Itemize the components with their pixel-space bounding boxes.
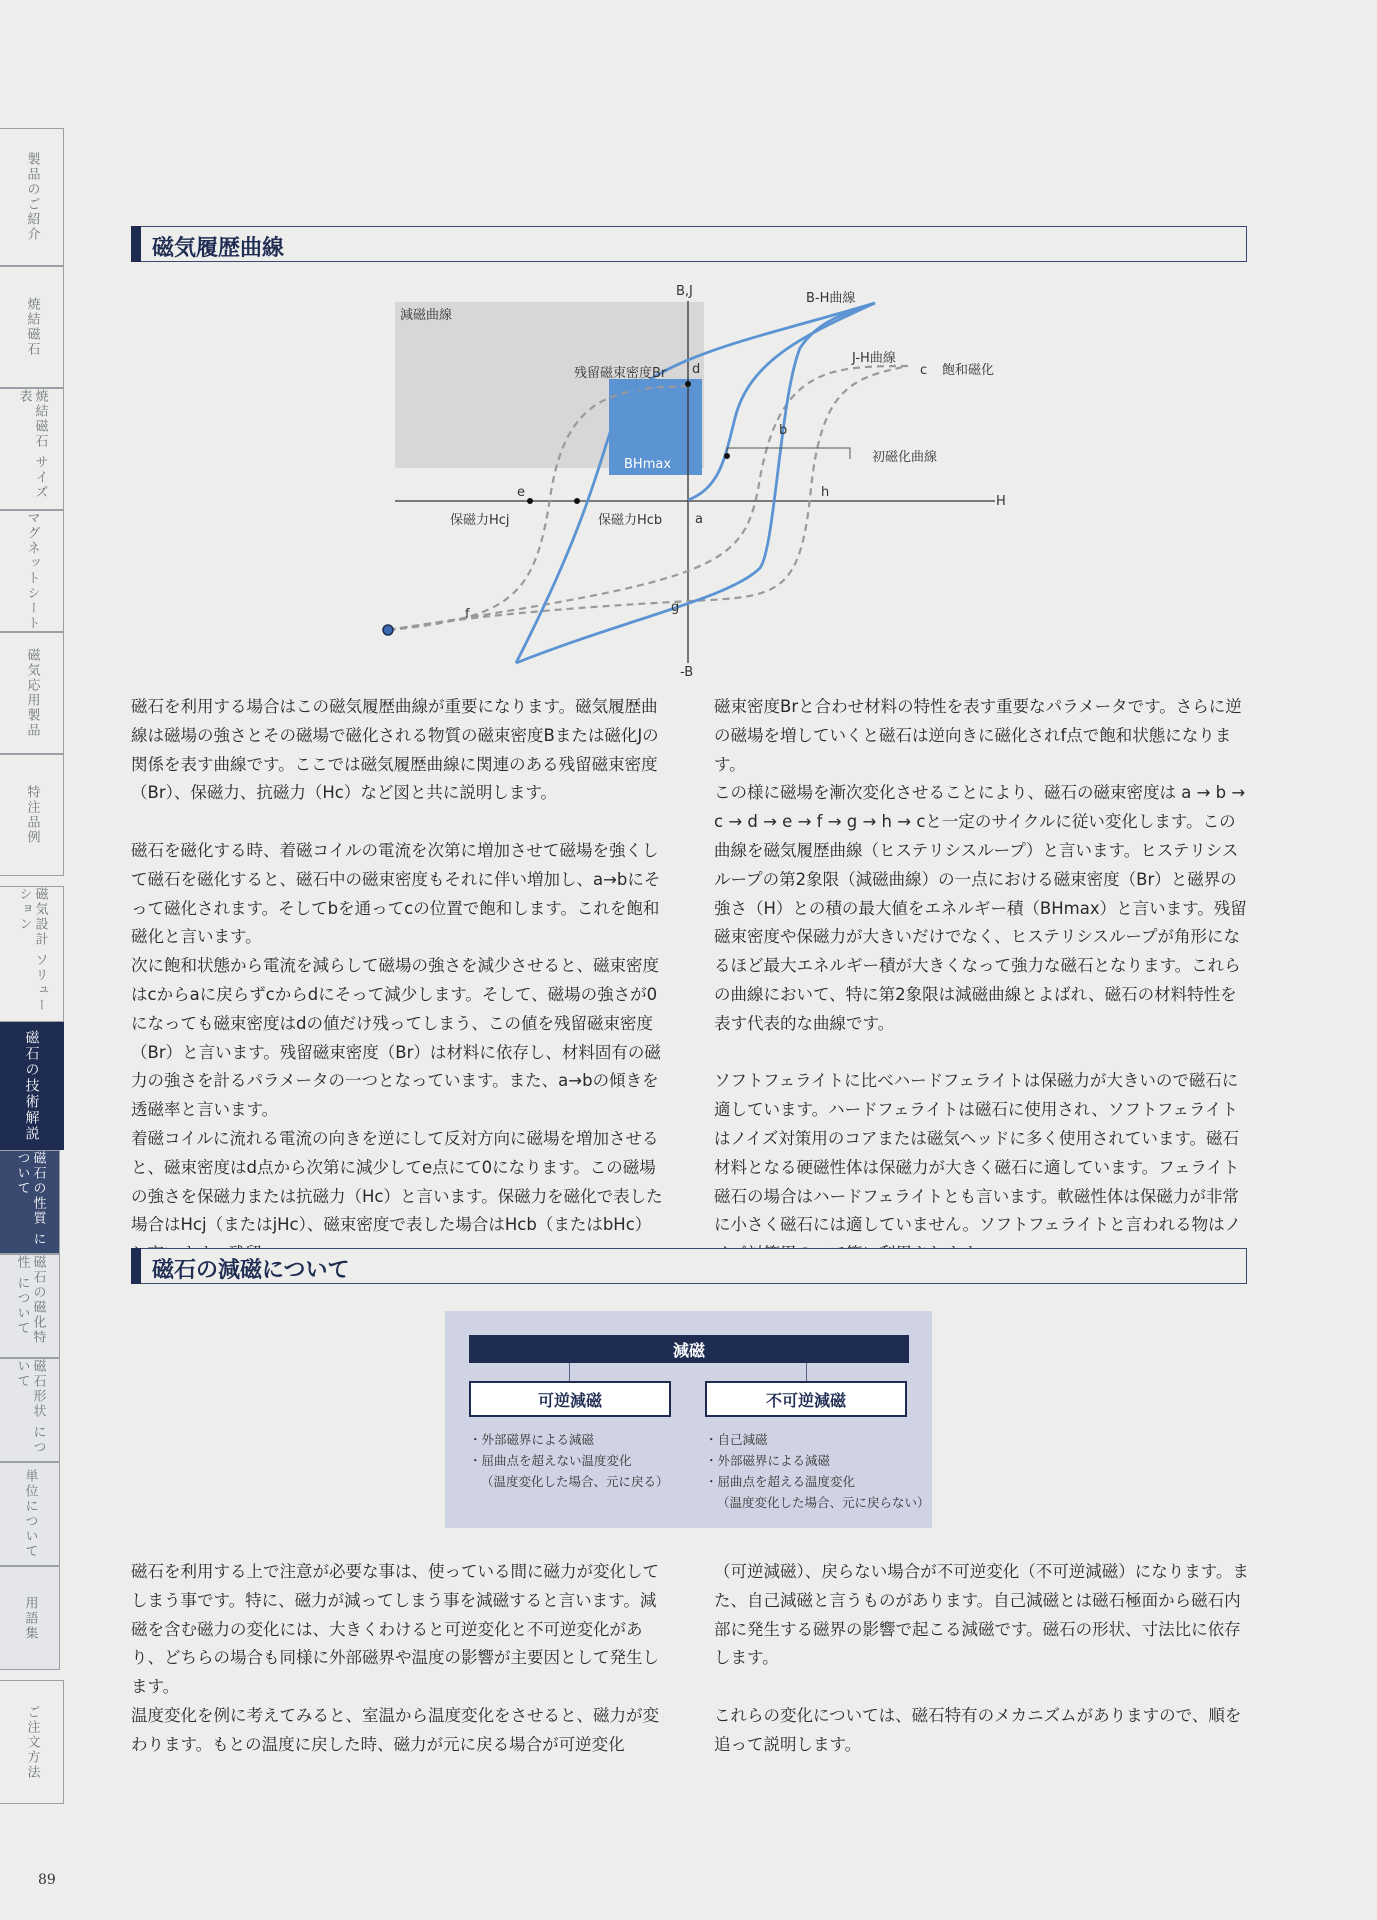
paragraph: これらの変化については、磁石特有のメカニズムがありますので、順を追って説明します。 [714, 1705, 1242, 1754]
point-d-label: d [692, 362, 701, 377]
tab-label: 焼結磁石 [24, 297, 40, 357]
tab-applied-products[interactable] [0, 632, 64, 754]
list-item: ・自己減磁 [705, 1432, 768, 1447]
paragraph: 磁石を利用する場合はこの磁気履歴曲線が重要になります。磁気履歴曲線は磁場の強さとその磁場で磁化される物質の磁束密度Bまたは磁化Jの関係を表す曲線です。ここでは磁気履歴曲線に関連のある残留磁束密度（Br）、保磁力、抗磁力（Hc）など図と共に説明します。 [131, 697, 659, 803]
section1-column-left [131, 693, 666, 1269]
paragraph: 磁石を磁化する時、着磁コイルの電流を次第に増加させて磁場を強くして磁石を磁化すると、磁石中の磁束密度もそれに伴い増加し、a→bにそって磁化されます。そしてbを通ってcの位置で飽和します。これを飽和磁化と言います。 [131, 840, 661, 947]
hcb-label: 保磁力Hcb [598, 513, 663, 528]
section2-column-left [131, 1558, 666, 1760]
point-g-label: g [671, 600, 680, 615]
initial-curve-label: 初磁化曲線 [872, 450, 938, 465]
tab-technical-guide[interactable] [0, 1022, 64, 1150]
irreversible-demag-list [705, 1429, 930, 1513]
axis-label-h: H [996, 494, 1006, 509]
section1-column-right [714, 693, 1249, 1269]
paragraph-gap [714, 1039, 1249, 1068]
tab-label: 用語集 [22, 1595, 38, 1641]
tab-products[interactable] [0, 128, 64, 266]
paragraph: 温度変化を例に考えてみると、室温から温度変化をさせると、磁力が変わります。もとの温度に戻した時、磁力が元に戻る場合が可逆変化 [131, 1705, 659, 1754]
hcj-dot [527, 498, 533, 504]
paragraph-gap [131, 808, 666, 837]
section2-column-right [714, 1558, 1249, 1760]
tab-label: 焼結磁石 サイズ表 [16, 389, 48, 501]
paragraph-gap [714, 1673, 1249, 1702]
initial-magnetization-curve [688, 303, 875, 500]
tab-size-table[interactable] [0, 388, 64, 510]
tab-label: 磁石の磁化特性 について [14, 1255, 46, 1345]
heading-accent-bar [131, 226, 141, 262]
point-a-label: a [695, 512, 703, 527]
list-item: ・屈曲点を超えない温度変化 [469, 1453, 632, 1468]
list-item: （温度変化した場合、元に戻る） [481, 1474, 669, 1489]
point-h-label: h [821, 485, 830, 500]
point-c-label: c [920, 363, 928, 378]
connector-line-left [569, 1363, 570, 1381]
tab-design-solutions[interactable] [0, 886, 64, 1022]
paragraph: 磁石を利用する上で注意が必要な事は、使っている間に磁力が変化してしまう事です。特に、磁力が減ってしまう事を減磁すると言います。減磁を含む磁力の変化には、大きくわけると可逆変化と不可逆変化があり、どちらの場合も同様に外部磁界や温度の影響が主要因として発生します。 [131, 1562, 659, 1697]
bhmax-label: BHmax [624, 457, 672, 472]
point-d-dot [685, 381, 691, 387]
point-e-label: e [517, 485, 525, 500]
demagnetization-diagram [445, 1311, 932, 1528]
point-b-label: b [779, 423, 788, 438]
list-item: ・外部磁界による減磁 [705, 1453, 831, 1468]
paragraph: 次に飽和状態から電流を減らして磁場の強さを減少させると、磁束密度はcからaに戻らずcからdにそって減少します。そして、磁場の強さが0になっても磁束密度はdの値だけ残ってしまう、この値を残留磁束密度（Br）と言います。残留磁束密度（Br）は材料に依存し、材料固有の磁力の強さを計るパラメータの一つとなっています。また、a→bの傾きを透磁率と言います。 [131, 956, 661, 1120]
section-title: 磁石の減磁について [152, 1258, 350, 1283]
tab-label: 磁石形状 について [14, 1359, 46, 1456]
list-item: （温度変化した場合、元に戻らない） [717, 1495, 930, 1510]
tab-label: マグネットシート [24, 511, 40, 631]
bh-curve-label: B-H曲線 [806, 291, 856, 306]
tab-custom-examples[interactable] [0, 754, 64, 876]
paragraph: （可逆減磁）、戻らない場合が不可逆変化（不可逆減磁）になります。また、自己減磁と言うものがあります。自己減磁とは磁石極面から磁石内部に発生する磁界の影響で起こる減磁です。磁石の形状、寸法比に依存します。 [714, 1562, 1249, 1668]
axis-label-minus-b: -B [680, 665, 694, 678]
point-f-label: f [465, 607, 470, 622]
section-heading-demagnetization [131, 1248, 1247, 1284]
tab-ordering[interactable] [0, 1680, 64, 1804]
paragraph: 磁束密度Brと合わせ材料の特性を表す重要なパラメータです。さらに逆の磁場を増していくと磁石は逆向きに磁化されf点で飽和状態になります。 [714, 697, 1242, 774]
paragraph: ソフトフェライトに比べハードフェライトは保磁力が大きいので磁石に適しています。ハードフェライトは磁石に使用され、ソフトフェライトはノイズ対策用のコアまたは磁気ヘッドに多く使用されています。磁石材料となる硬磁性体は保磁力が大きく磁石に適しています。フェライト磁石の場合はハードフェライトとも言います。軟磁性体は保磁力が非常に小さく磁石には適していません。ソフトフェライトと言われる物はノ [714, 1071, 1242, 1235]
demag-root-box: 減磁 [469, 1335, 909, 1363]
paragraph: 着磁コイルに流れる電流の向きを逆にして反対方向に磁場を増加させると、磁束密度はd点から次第に減少してe点にて0になります。この磁場の強さを保磁力または抗磁力（Hc）と言います。保磁力を磁化で表した場合はHcj（またはjHc）、磁束密度で表した場合はHcb（またはbHc） [131, 1128, 663, 1235]
reversible-demag-box: 可逆減磁 [469, 1381, 671, 1417]
hysteresis-diagram [380, 278, 1030, 678]
region-label: 減磁曲線 [400, 308, 453, 323]
tab-label: 磁気応用製品 [24, 648, 40, 738]
paragraph: この様に磁場を漸次変化させることにより、磁石の磁束密度は a → b → c → d → e → f → g → h → cと一定のサイクルに従い変化します。この曲線を磁気履歴曲線（ヒステリシスループ）と言います。ヒステリシスループの第2象限（減磁曲線）の一点における磁束密度（Br）と磁界の強さ（H）との積の最大値をエネルギー積（BHmax）と言います。残留磁束密度や保磁力が大きいだけでなく、ヒステリシスループが角形になるほど最大エネルギー積が大きくなって強力な磁石となります。これらの曲線において、特に第2象限は減磁曲線とよばれ、磁石の材料特性を表す代表的な曲線です。 [714, 783, 1247, 1033]
reversible-demag-list [469, 1429, 669, 1492]
tab-label: 磁石の技術解説 [23, 1030, 40, 1142]
subtab-magnet-shape[interactable] [0, 1358, 60, 1462]
page-number: 89 [38, 1872, 56, 1888]
jh-curve-label: J-H曲線 [852, 351, 896, 366]
hcj-label: 保磁力Hcj [450, 513, 510, 528]
section-heading-hysteresis [131, 226, 1247, 262]
section-title: 磁気履歴曲線 [152, 236, 285, 261]
tab-label: 製品のご紹介 [24, 152, 40, 242]
tab-sintered-magnets[interactable] [0, 266, 64, 388]
saturation-label: 飽和磁化 [942, 363, 995, 378]
tab-label: 磁石の性質 について [14, 1151, 46, 1248]
heading-accent-bar [131, 1248, 141, 1284]
list-item: ・屈曲点を超える温度変化 [705, 1474, 856, 1489]
irreversible-demag-box: 不可逆減磁 [705, 1381, 907, 1417]
subtab-glossary[interactable] [0, 1566, 60, 1670]
br-label: 残留磁束密度Br [574, 366, 667, 381]
hcb-dot [574, 498, 580, 504]
point-b-dot [724, 453, 730, 459]
tab-label: 単位について [22, 1469, 38, 1559]
tab-label: ご注文方法 [24, 1704, 40, 1780]
tab-label: 特注品例 [24, 785, 40, 845]
subtab-magnet-properties[interactable] [0, 1150, 60, 1254]
connector-line-right [806, 1363, 807, 1381]
axis-label-bj: B,J [676, 284, 693, 299]
tab-label: 磁気設計 ソリューション [16, 887, 48, 1014]
subtab-units[interactable] [0, 1462, 60, 1566]
tab-magnet-sheet[interactable] [0, 510, 64, 632]
point-f-dot [383, 625, 393, 635]
initial-curve-bracket [727, 448, 850, 459]
subtab-magnetization[interactable] [0, 1254, 60, 1358]
list-item: ・外部磁界による減磁 [469, 1432, 595, 1447]
